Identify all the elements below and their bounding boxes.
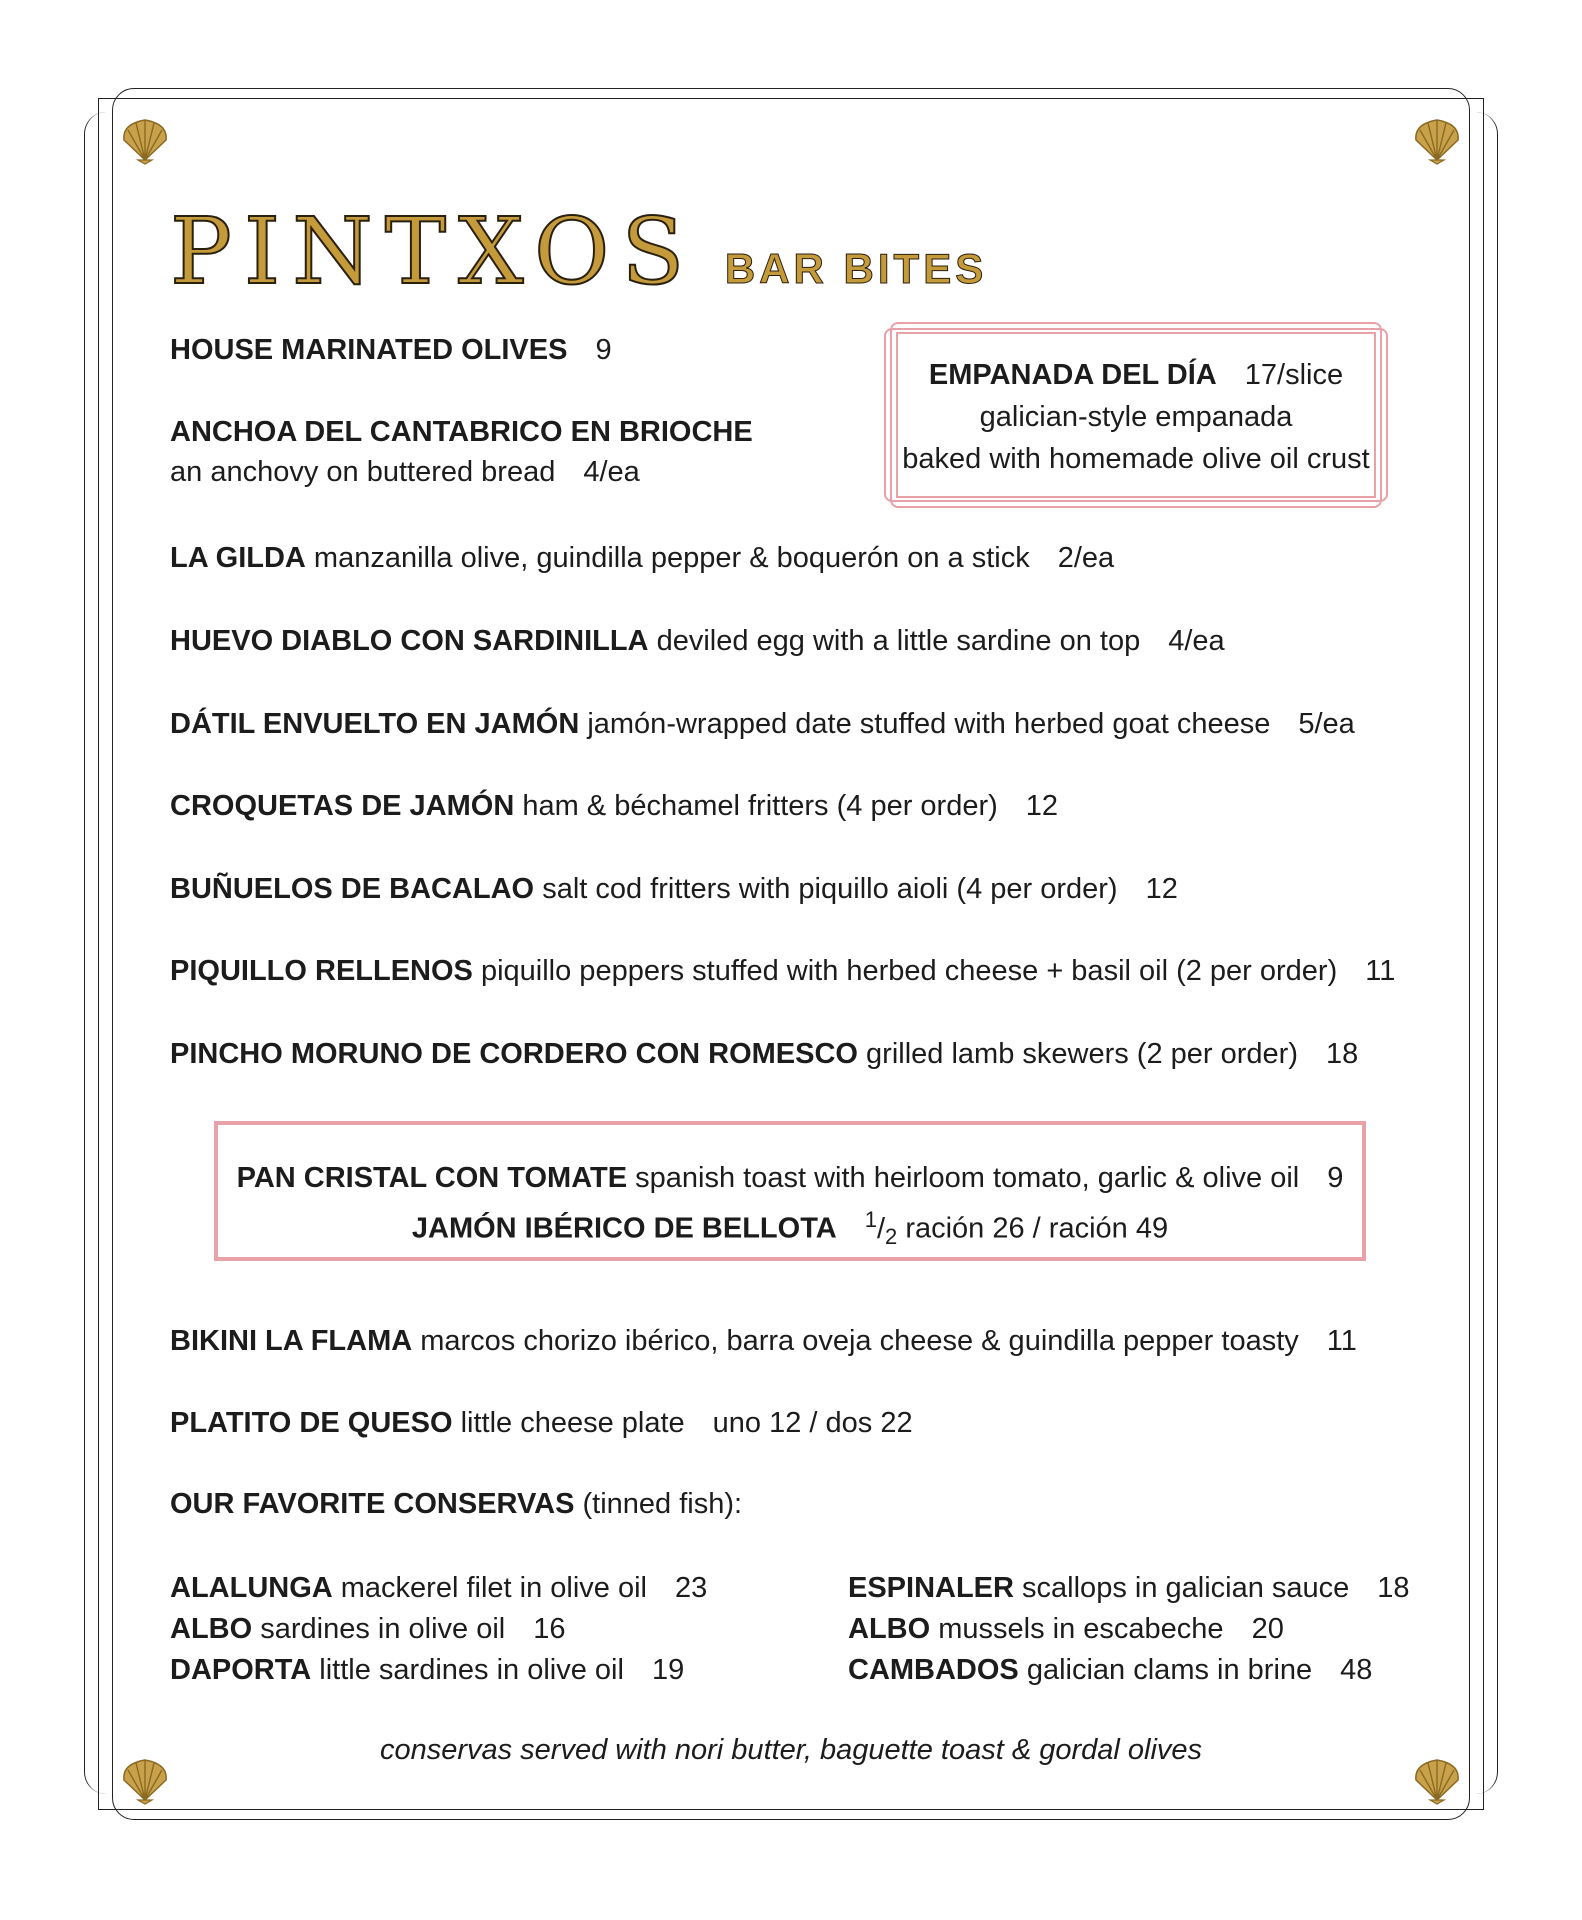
- item-name: LA GILDA: [170, 542, 306, 574]
- item-name: BIKINI LA FLAMA: [170, 1325, 413, 1357]
- menu-item-desc: [170, 456, 640, 489]
- menu-item: [170, 620, 1225, 662]
- featured-prices: ración 26 / ración 49: [905, 1212, 1169, 1245]
- conserva-item: DAPORTA little sardines in olive oil 19: [170, 1654, 685, 1686]
- page-subtitle: BAR BITES: [724, 245, 988, 292]
- menu-item: [170, 868, 1178, 910]
- scallop-shell-icon: [118, 116, 172, 166]
- item-name: CROQUETAS DE JAMÓN: [170, 790, 515, 822]
- conserva-item: ESPINALER scallops in galician sauce 18: [848, 1572, 1410, 1604]
- menu-item: [170, 537, 1114, 579]
- menu-item: [170, 1402, 913, 1444]
- menu-item: [170, 1033, 1358, 1075]
- featured-name: PAN CRISTAL CON TOMATE: [236, 1162, 628, 1194]
- item-desc: salt cod fritters with piquillo aioli (4 per order): [542, 873, 1118, 905]
- item-price: uno 12 / dos 22: [712, 1407, 913, 1439]
- section-title: OUR FAVORITE CONSERVAS: [170, 1488, 575, 1520]
- item-name: HUEVO DIABLO CON SARDINILLA: [170, 625, 649, 657]
- special-line2: baked with homemade olive oil crust: [902, 443, 1370, 475]
- item-name: DÁTIL ENVUELTO EN JAMÓN: [170, 708, 580, 740]
- conserva-item: ALALUNGA mackerel filet in olive oil 23: [170, 1572, 708, 1604]
- item-desc: grilled lamb skewers (2 per order): [866, 1038, 1298, 1070]
- item-desc: little cheese plate: [460, 1407, 685, 1439]
- section-note: (tinned fish):: [582, 1488, 743, 1520]
- conserva-item: ALBO sardines in olive oil 16: [170, 1613, 566, 1645]
- half-fraction: $^1/_2$: [864, 1207, 898, 1250]
- menu-item: [170, 785, 1058, 827]
- menu-title: [170, 198, 987, 305]
- item-price: 5/ea: [1298, 708, 1355, 740]
- conservas-right-column: [848, 1568, 1410, 1691]
- featured-price: 9: [1327, 1162, 1344, 1194]
- featured-name: JAMÓN IBÉRICO DE BELLOTA: [411, 1212, 837, 1245]
- menu-item: [170, 1320, 1357, 1362]
- item-price: 2/ea: [1057, 542, 1115, 574]
- item-price: 4/ea: [583, 456, 640, 488]
- item-price: 11: [1365, 955, 1396, 987]
- item-name: HOUSE MARINATED OLIVES: [170, 334, 568, 366]
- item-desc: an anchovy on buttered bread: [170, 456, 556, 488]
- special-name: EMPANADA DEL DÍA: [928, 359, 1217, 391]
- item-desc: manzanilla olive, guindilla pepper & boquerón on a stick: [313, 542, 1030, 574]
- item-price: 18: [1325, 1038, 1359, 1070]
- item-desc: jamón-wrapped date stuffed with herbed goat cheese: [587, 708, 1271, 740]
- conservas-heading: [170, 1483, 742, 1525]
- item-name: ANCHOA DEL CANTABRICO EN BRIOCHE: [170, 416, 753, 448]
- item-price: 4/ea: [1168, 625, 1225, 657]
- item-name: PLATITO DE QUESO: [170, 1407, 453, 1439]
- item-desc: ham & béchamel fritters (4 per order): [522, 790, 998, 822]
- menu-item: [170, 329, 612, 371]
- special-price: 17/slice: [1244, 359, 1344, 391]
- item-price: 11: [1326, 1325, 1357, 1357]
- item-desc: piquillo peppers stuffed with herbed cheese + basil oil (2 per order): [480, 955, 1338, 987]
- item-price: 12: [1145, 873, 1178, 905]
- menu-item: [170, 703, 1355, 745]
- featured-box: [214, 1121, 1366, 1261]
- conserva-item: ALBO mussels in escabeche 20: [848, 1613, 1284, 1645]
- page-title: PINTXOS: [170, 198, 697, 305]
- item-desc: deviled egg with a little sardine on top: [656, 625, 1141, 657]
- conserva-item: CAMBADOS galician clams in brine 48: [848, 1654, 1373, 1686]
- item-price: 12: [1025, 790, 1059, 822]
- item-price: 9: [595, 334, 612, 366]
- special-line1: galician-style empanada: [979, 401, 1293, 433]
- conservas-left-column: [170, 1568, 707, 1691]
- menu-item: [170, 411, 753, 453]
- item-desc: marcos chorizo ibérico, barra oveja cheese & guindilla pepper toasty: [420, 1325, 1299, 1357]
- conservas-footer-note: conservas served with nori butter, baguette toast & gordal olives: [379, 1734, 1203, 1766]
- special-box: [884, 322, 1388, 508]
- item-name: BUÑUELOS DE BACALAO: [170, 873, 535, 905]
- scallop-shell-icon: [1410, 116, 1464, 166]
- item-name: PIQUILLO RELLENOS: [170, 955, 473, 987]
- item-name: PINCHO MORUNO DE CORDERO CON ROMESCO: [170, 1038, 858, 1070]
- featured-desc: spanish toast with heirloom tomato, garlic & olive oil: [635, 1162, 1300, 1194]
- menu-item: [170, 950, 1395, 992]
